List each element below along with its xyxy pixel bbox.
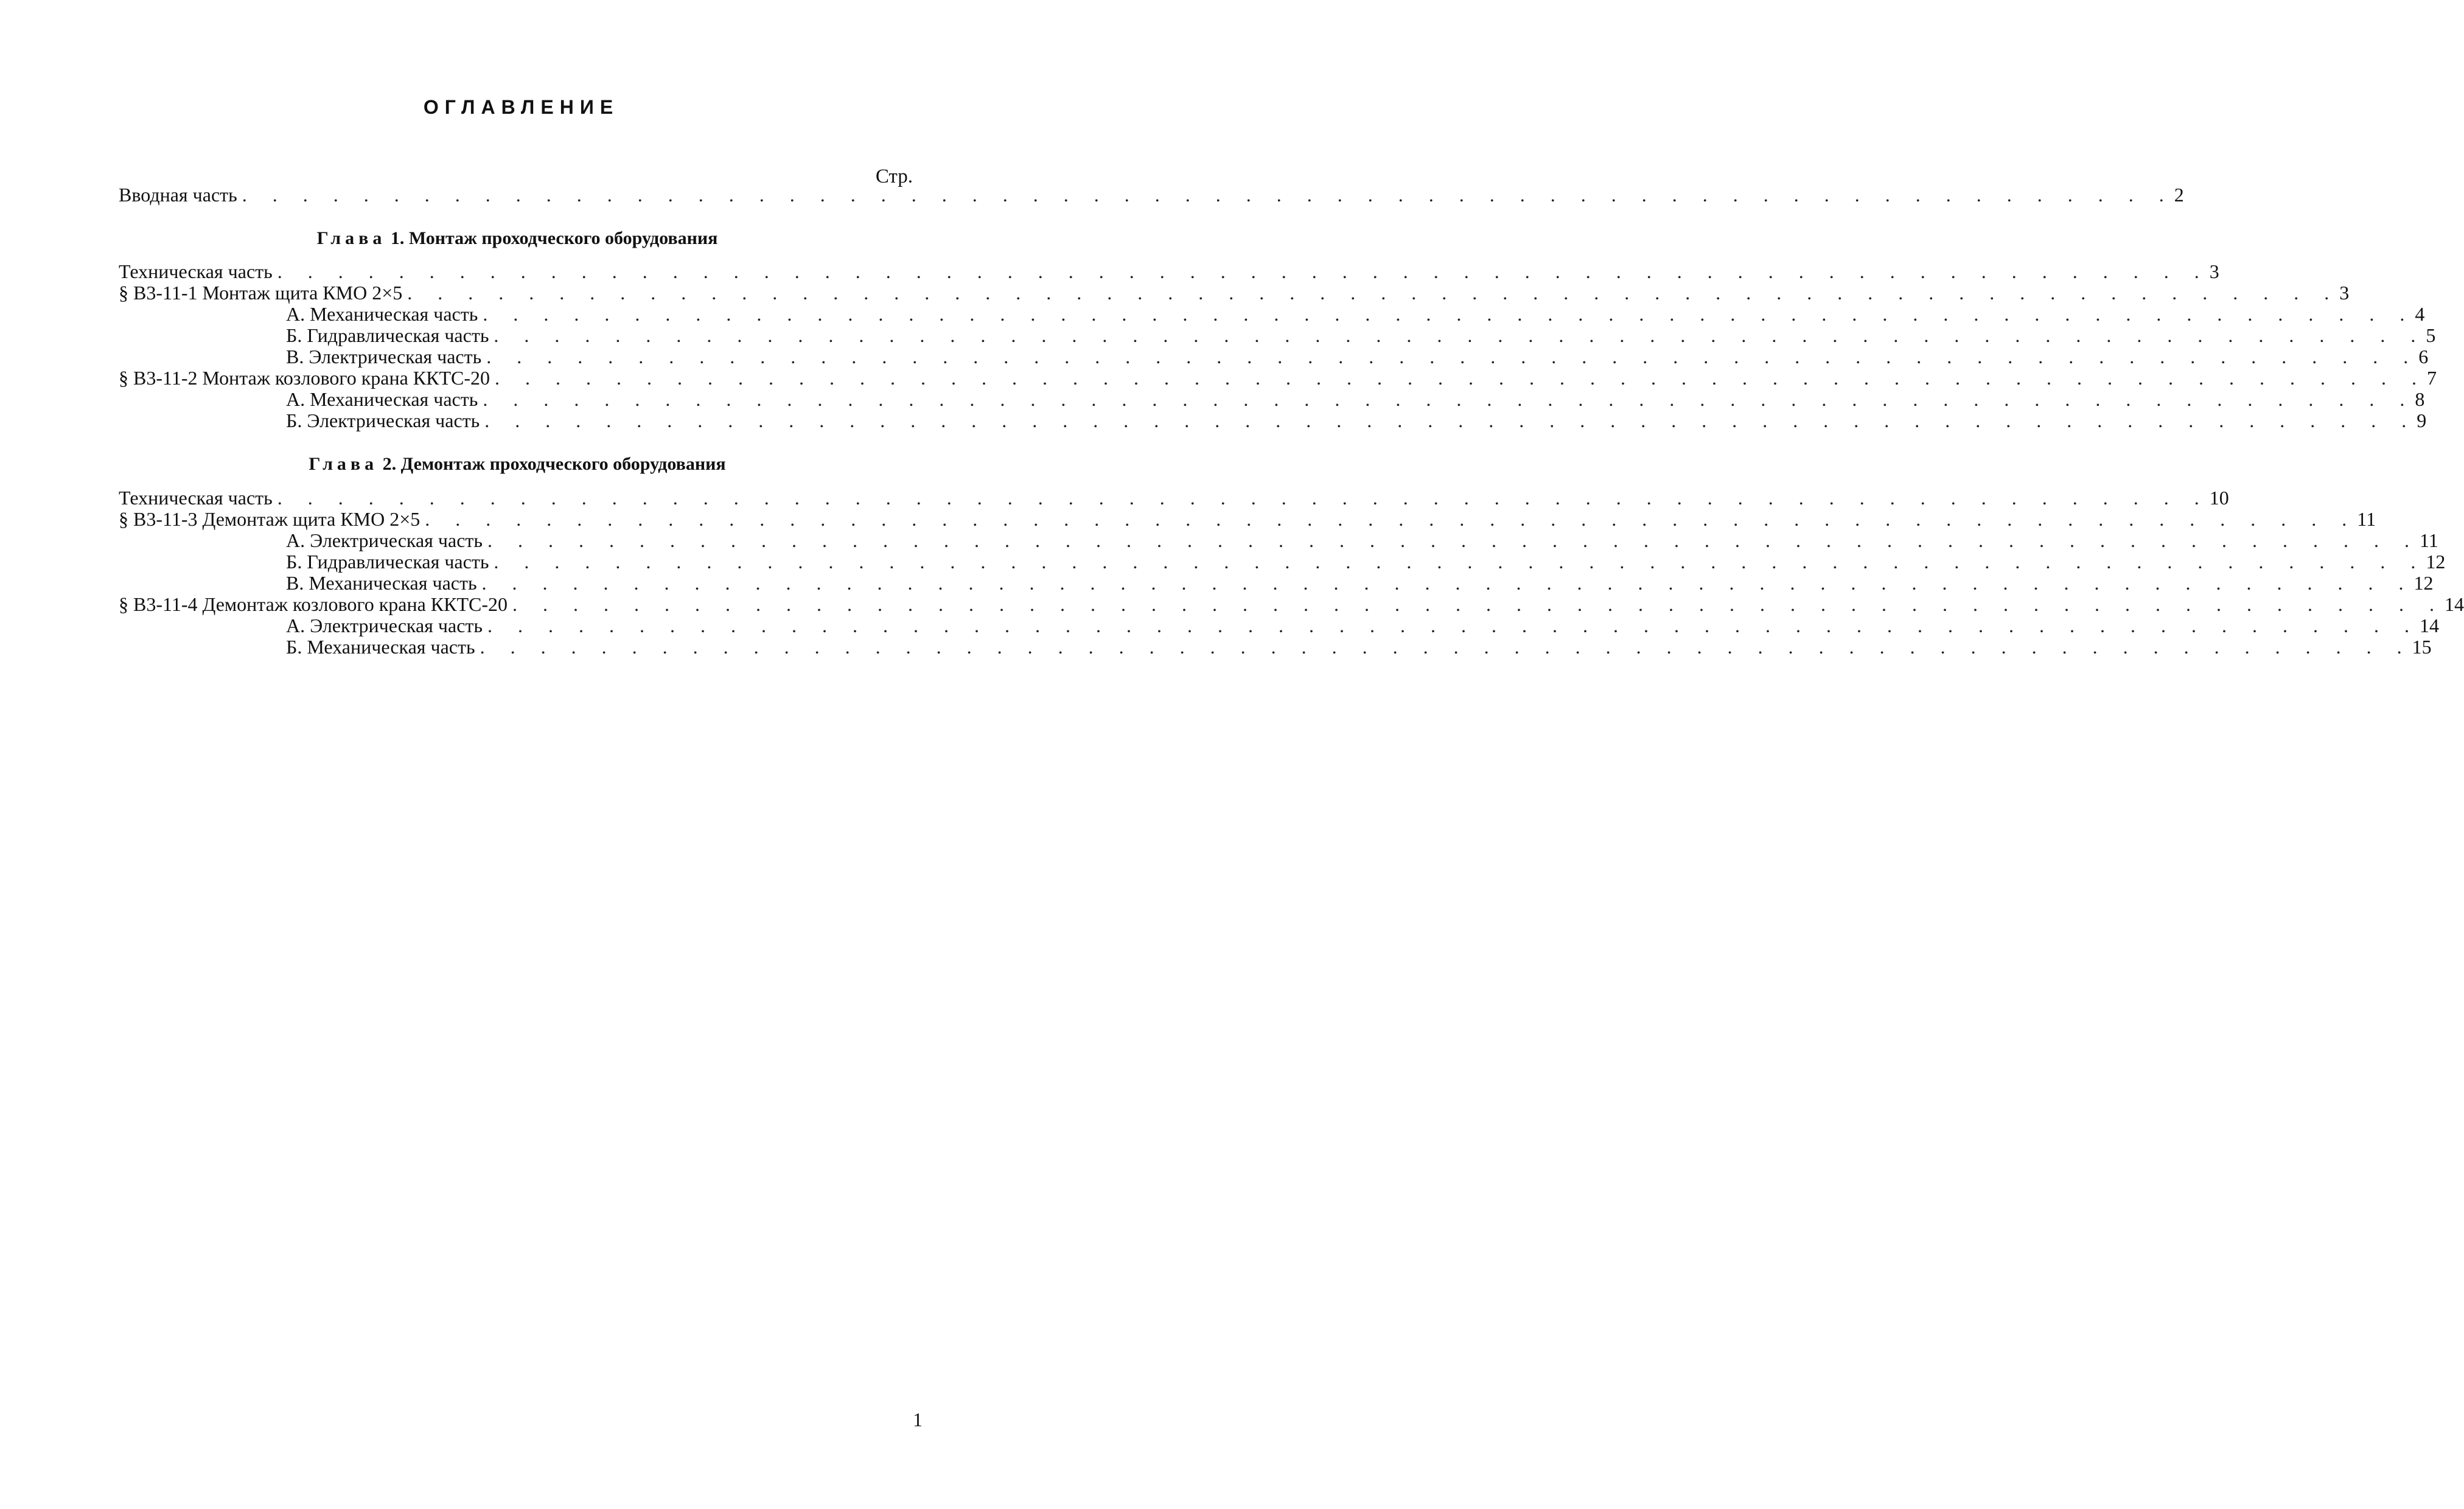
dot-leader: . . . . . . . . . . . . . . . . . . . . . . . . . . . . . . . . . . . . . . . . . . . . . . . . . . . . . . . . . . . . . . . . (277, 260, 2210, 282)
toc-entry[interactable] (119, 593, 2464, 615)
toc-subentry[interactable] (119, 572, 2434, 594)
dot-leader: . . . . . . . . . . . . . . . . . . . . . . . . . . . . . . . . . . . . . . . . . . . . . . . . . . . . . . . . . . . . . . . . (242, 184, 2174, 206)
dot-leader: . . . . . . . . . . . . . . . . . . . . . . . . . . . . . . . . . . . . . . . . . . . . . . . . . . . . . . . . . . . . . . . . (487, 529, 2420, 551)
toc-entry-page: 12 (2426, 551, 2446, 573)
dot-leader: . . . . . . . . . . . . . . . . . . . . . . . . . . . . . . . . . . . . . . . . . . . . . . . . . . . . . . . . . . . . . . . . (494, 324, 2426, 346)
toc-entry-page: 5 (2426, 324, 2436, 346)
page-title: ОГЛАВЛЕНИЕ (423, 96, 619, 118)
toc-entry-intro[interactable] (119, 184, 2184, 206)
toc-subentry[interactable] (119, 615, 2439, 636)
toc-entry-page: 11 (2419, 529, 2438, 551)
toc-entry-label: Б. Электрическая часть (286, 409, 480, 431)
dot-leader: . . . . . . . . . . . . . . . . . . . . . . . . . . . . . . . . . . . . . . . . . . . . . . . . . . . . . . . . . . . . . . . . (277, 487, 2210, 509)
toc-subentry[interactable] (119, 303, 2425, 325)
toc-subentry[interactable] (119, 409, 2427, 431)
dot-leader: . . . . . . . . . . . . . . . . . . . . . . . . . . . . . . . . . . . . . . . . . . . . . . . . . . . . . . . . . . . . . . . . (407, 282, 2340, 304)
toc-entry-page: 14 (2445, 593, 2464, 615)
toc-entry[interactable] (119, 282, 2350, 304)
toc-subentry[interactable] (119, 388, 2425, 410)
toc-entry-label: Техническая часть (119, 487, 273, 509)
chapter-label: Глава (316, 228, 386, 248)
toc-entry-label: А. Механическая часть (286, 303, 478, 325)
toc-entry-label: Б. Гидравлическая часть (286, 551, 489, 573)
toc-entry-page: 8 (2415, 388, 2425, 410)
toc-entry[interactable] (119, 487, 2229, 509)
toc-entry-label: Б. Гидравлическая часть (286, 324, 489, 346)
toc-entry-page: 14 (2419, 615, 2439, 636)
toc-entry-page: 15 (2412, 636, 2432, 658)
chapter-label: Глава (309, 454, 379, 474)
toc-entry-label: Вводная часть (119, 184, 237, 206)
chapter-2-heading (119, 454, 916, 475)
dot-leader: . . . . . . . . . . . . . . . . . . . . . . . . . . . . . . . . . . . . . . . . . . . . . . . . . . . . . . . . . . . . . . . . (495, 367, 2427, 389)
chapter-1-heading (119, 228, 916, 249)
dot-leader: . . . . . . . . . . . . . . . . . . . . . . . . . . . . . . . . . . . . . . . . . . . . . . . . . . . . . . . . . . . . . . . . (483, 388, 2415, 410)
toc-entry-label: Б. Механическая часть (286, 636, 475, 658)
dot-leader: . . . . . . . . . . . . . . . . . . . . . . . . . . . . . . . . . . . . . . . . . . . . . . . . . . . . . . . . . . . . . . . . (425, 508, 2358, 530)
toc-entry-label: В. Электрическая часть (286, 346, 482, 368)
dot-leader: . . . . . . . . . . . . . . . . . . . . . . . . . . . . . . . . . . . . . . . . . . . . . . . . . . . . . . . . . . . . . . . . (487, 615, 2420, 636)
page-column-label: Стр. (875, 166, 913, 187)
toc-entry-page: 11 (2357, 508, 2376, 530)
toc-entry-page: 9 (2417, 409, 2427, 431)
toc-subentry[interactable] (119, 636, 2432, 658)
toc-entry-page: 2 (2174, 184, 2184, 206)
toc-subentry[interactable] (119, 324, 2436, 346)
dot-leader: . . . . . . . . . . . . . . . . . . . . . . . . . . . . . . . . . . . . . . . . . . . . . . . . . . . . . . . . . . . . . . . . (484, 409, 2417, 431)
toc-entry-label: А. Механическая часть (286, 388, 478, 410)
dot-leader: . . . . . . . . . . . . . . . . . . . . . . . . . . . . . . . . . . . . . . . . . . . . . . . . . . . . . . . . . . . . . . . . (486, 346, 2419, 368)
toc-entry-page: 3 (2209, 260, 2219, 282)
toc-subentry[interactable] (119, 346, 2429, 368)
toc-entry-label: § В3-11-3 Демонтаж щита КМО 2×5 (119, 508, 421, 530)
toc-entry-page: 10 (2209, 487, 2229, 509)
toc-entry[interactable] (119, 367, 2437, 389)
toc-entry-page: 3 (2339, 282, 2350, 304)
toc-entry-page: 7 (2427, 367, 2437, 389)
dot-leader: . . . . . . . . . . . . . . . . . . . . . . . . . . . . . . . . . . . . . . . . . . . . . . . . . . . . . . . . . . . . . . . . (480, 636, 2412, 658)
toc-entry-label: Техническая часть (119, 260, 273, 282)
toc-entry-page: 6 (2418, 346, 2429, 368)
page-number: 1 (913, 1409, 923, 1431)
toc-entry[interactable] (119, 260, 2219, 282)
toc-subentry[interactable] (119, 551, 2446, 573)
toc-subentry[interactable] (119, 529, 2438, 551)
toc-entry-label: В. Механическая часть (286, 572, 477, 594)
toc-entry-page: 4 (2415, 303, 2425, 325)
dot-leader: . . . . . . . . . . . . . . . . . . . . . . . . . . . . . . . . . . . . . . . . . . . . . . . . . . . . . . . . . . . . . . . . (481, 572, 2414, 594)
chapter-title: 1. Монтаж проходческого оборудования (390, 228, 718, 248)
dot-leader: . . . . . . . . . . . . . . . . . . . . . . . . . . . . . . . . . . . . . . . . . . . . . . . . . . . . . . . . . . . . . . . . (483, 303, 2415, 325)
toc-entry-label: § В3-11-2 Монтаж козлового крана ККТС-20 (119, 367, 490, 389)
toc-entry-label: § В3-11-1 Монтаж щита КМО 2×5 (119, 282, 403, 304)
toc-entry-label: А. Электрическая часть (286, 529, 483, 551)
dot-leader: . . . . . . . . . . . . . . . . . . . . . . . . . . . . . . . . . . . . . . . . . . . . . . . . . . . . . . . . . . . . . . . . (512, 593, 2445, 615)
dot-leader: . . . . . . . . . . . . . . . . . . . . . . . . . . . . . . . . . . . . . . . . . . . . . . . . . . . . . . . . . . . . . . . . (494, 551, 2426, 573)
toc-entry-label: § В3-11-4 Демонтаж козлового крана ККТС-20 (119, 593, 508, 615)
toc-entry[interactable] (119, 508, 2376, 530)
toc-entry-label: А. Электрическая часть (286, 615, 483, 636)
toc-entry-page: 12 (2413, 572, 2434, 594)
chapter-title: 2. Демонтаж проходческого оборудования (382, 454, 726, 474)
